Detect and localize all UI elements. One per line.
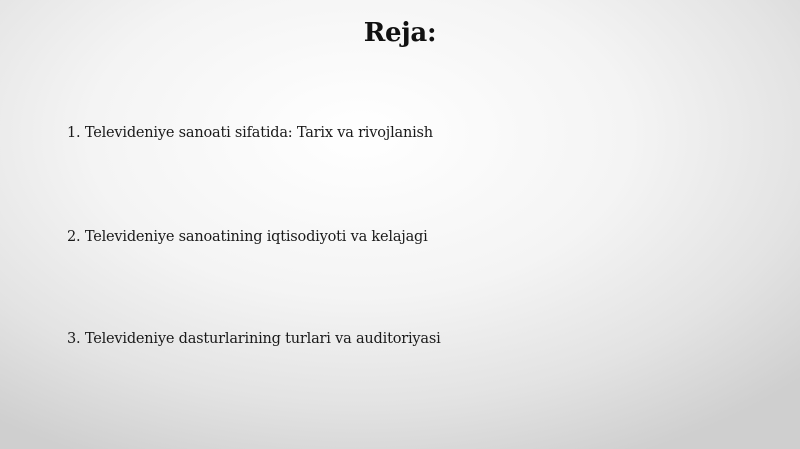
plan-item-3: 3. Televideniye dasturlarining turlari va auditoriyasi xyxy=(67,331,441,347)
plan-item-1: 1. Televideniye sanoati sifatida: Tarix va rivojlanish xyxy=(67,125,433,141)
slide-title: Reja: xyxy=(363,18,437,48)
plan-item-2: 2. Televideniye sanoatining iqtisodiyoti va kelajagi xyxy=(67,229,428,245)
